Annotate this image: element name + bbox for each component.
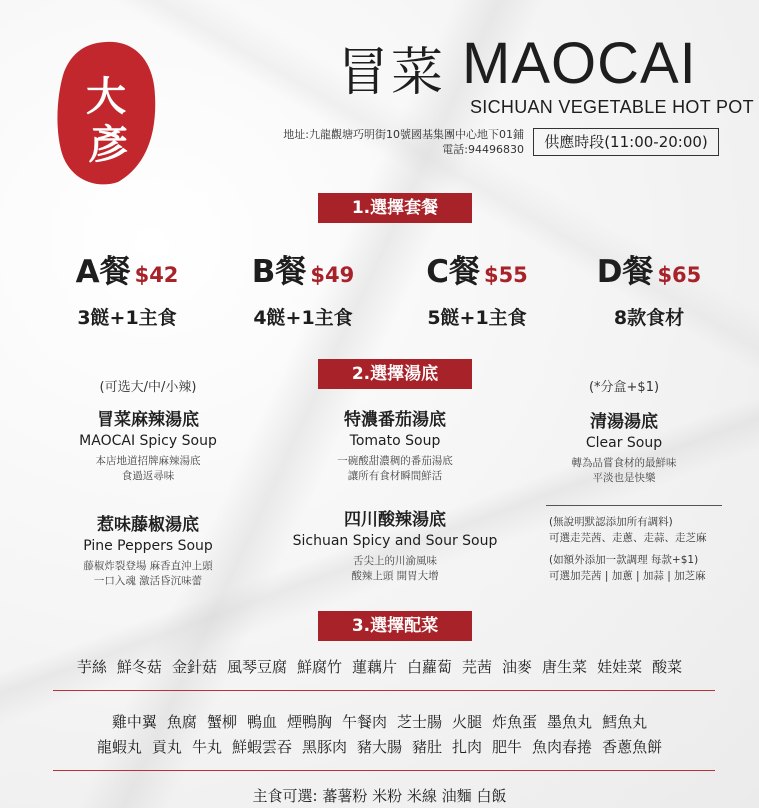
soup-name-en: MAOCAI Spicy Soup bbox=[79, 433, 217, 449]
side-dish-item: 蟹柳 bbox=[206, 713, 237, 731]
side-dish-item: 鮮冬菇 bbox=[116, 658, 162, 676]
set-price: $65 bbox=[657, 263, 702, 287]
set-price: $49 bbox=[310, 263, 355, 287]
soup-desc: 酸辣上頭 開胃大增 bbox=[351, 570, 439, 582]
divider-line bbox=[53, 690, 715, 691]
title-chinese: 冒菜 bbox=[337, 43, 446, 103]
side-dish-item: 魚腐 bbox=[166, 713, 197, 731]
condiment-notes bbox=[549, 514, 707, 584]
soup-name-cn: 四川酸辣湯底 bbox=[344, 510, 446, 530]
phone: 電話:94496830 bbox=[442, 143, 524, 156]
soup-name-cn: 惹味藤椒湯底 bbox=[97, 515, 199, 535]
side-dish-item: 扎肉 bbox=[452, 738, 483, 756]
soup-tomato bbox=[290, 405, 500, 484]
side-dish-item: 鴨血 bbox=[246, 713, 277, 731]
set-d bbox=[580, 246, 718, 330]
side-dish-item: 香蔥魚餅 bbox=[602, 738, 663, 756]
side-dish-item: 午餐肉 bbox=[341, 713, 387, 731]
section-2-banner: 2.選擇湯底 bbox=[318, 359, 472, 389]
set-name: C餐 bbox=[426, 254, 480, 290]
side-dish-item: 黑豚肉 bbox=[301, 738, 347, 756]
side-dish-item: 鱈魚丸 bbox=[602, 713, 648, 731]
seal-char-2: 彥 bbox=[88, 121, 128, 168]
side-dish-item: 酸菜 bbox=[652, 658, 683, 676]
soup-desc: 舌尖上的川渝風味 bbox=[353, 555, 437, 567]
set-name: D餐 bbox=[596, 254, 654, 290]
side-dish-item: 鮮腐竹 bbox=[296, 658, 342, 676]
set-c bbox=[408, 246, 546, 330]
soup-name-en: Pine Peppers Soup bbox=[83, 538, 213, 554]
condiment-line: (如額外添加一款調理 每款+$1) bbox=[549, 554, 699, 566]
condiment-line: 可選加芫茜 | 加蔥 | 加蒜 | 加芝麻 bbox=[549, 570, 706, 582]
soup-name-cn: 冒菜麻辣湯底 bbox=[97, 410, 199, 430]
section-1-banner: 1.選擇套餐 bbox=[318, 193, 472, 223]
condiment-divider bbox=[546, 505, 722, 506]
soup-maocai-spicy bbox=[48, 405, 248, 484]
soup-desc: 讓所有食材瞬間鮮活 bbox=[347, 470, 443, 482]
side-dish-item: 墨魚丸 bbox=[547, 713, 593, 731]
side-dish-item: 蓮藕片 bbox=[351, 658, 397, 676]
side-dish-item: 娃娃菜 bbox=[597, 658, 643, 676]
side-dish-item: 牛丸 bbox=[191, 738, 222, 756]
side-dish-item: 鮮蝦雲吞 bbox=[231, 738, 292, 756]
set-desc: 3餸+1主食 bbox=[77, 307, 177, 329]
soup-clear bbox=[524, 407, 724, 486]
divider-line bbox=[53, 770, 715, 771]
side-dish-item: 金針菇 bbox=[171, 658, 217, 676]
set-b bbox=[234, 246, 372, 330]
soup-sichuan-sour bbox=[283, 505, 507, 584]
side-dish-item: 魚肉春捲 bbox=[532, 738, 593, 756]
side-dish-item: 豬肚 bbox=[412, 738, 443, 756]
set-desc: 5餸+1主食 bbox=[427, 307, 527, 329]
soup-desc: 藤椒炸裂登場 麻香直沖上頭 bbox=[83, 560, 213, 572]
contact-info bbox=[250, 127, 524, 157]
soup-pine-peppers bbox=[48, 510, 248, 589]
side-dish-item: 風琴豆腐 bbox=[226, 658, 287, 676]
set-name: A餐 bbox=[75, 254, 131, 290]
staple-options: 主食可選: 蕃薯粉 米粉 米線 油麵 白飯 bbox=[252, 787, 507, 805]
side-dish-item: 炸魚蛋 bbox=[492, 713, 538, 731]
condiment-line: 可選走芫茜、走蔥、走蒜、走芝麻 bbox=[549, 532, 707, 544]
side-dish-item: 芋絲 bbox=[76, 658, 107, 676]
side-dish-item: 唐生菜 bbox=[542, 658, 588, 676]
side-dish-item: 火腿 bbox=[452, 713, 483, 731]
address: 地址:九龍觀塘巧明街10號國基集團中心地下01鋪 bbox=[283, 128, 524, 141]
seal-char-1: 大 bbox=[86, 73, 126, 120]
soup-desc: 一碗酸甜濃稠的番茄湯底 bbox=[337, 455, 453, 467]
opening-hours-box: 供應時段(11:00-20:00) bbox=[533, 128, 719, 156]
split-box-note: (*分盒+$1) bbox=[588, 380, 660, 395]
soup-desc: 轉為品嘗食材的最鮮味 bbox=[571, 457, 677, 469]
side-dish-item: 芫茜 bbox=[462, 658, 493, 676]
soup-name-en: Clear Soup bbox=[585, 435, 663, 451]
soup-name-cn: 特濃番茄湯底 bbox=[344, 410, 446, 430]
side-dish-item: 油麥 bbox=[502, 658, 533, 676]
brand-seal-logo bbox=[54, 38, 158, 188]
meat-list-row-2 bbox=[0, 736, 759, 757]
set-desc: 8款食材 bbox=[613, 307, 685, 329]
side-dish-item: 煙鴨胸 bbox=[286, 713, 332, 731]
set-name: B餐 bbox=[251, 254, 307, 290]
side-dish-item: 肥牛 bbox=[492, 738, 523, 756]
soup-name-en: Tomato Soup bbox=[349, 433, 441, 449]
title-english: MAOCAI bbox=[462, 31, 697, 96]
soup-desc: 本店地道招牌麻辣湯底 bbox=[95, 455, 201, 467]
side-dish-item: 龍蝦丸 bbox=[96, 738, 142, 756]
soup-desc: 平淡也是快樂 bbox=[592, 472, 656, 484]
vegetable-list bbox=[0, 656, 759, 677]
set-price: $55 bbox=[483, 263, 528, 287]
side-dish-item: 芝士腸 bbox=[397, 713, 443, 731]
side-dish-item: 雞中翼 bbox=[111, 713, 157, 731]
set-price: $42 bbox=[134, 263, 179, 287]
side-dish-item: 白蘿蔔 bbox=[407, 658, 453, 676]
set-a bbox=[58, 246, 196, 330]
soup-name-cn: 清湯湯底 bbox=[590, 412, 658, 432]
set-desc: 4餸+1主食 bbox=[253, 307, 353, 329]
section-3-banner: 3.選擇配菜 bbox=[318, 611, 472, 641]
subtitle: SICHUAN VEGETABLE HOT POT bbox=[470, 97, 754, 117]
side-dish-item: 豬大腸 bbox=[356, 738, 402, 756]
meat-list-row-1 bbox=[0, 711, 759, 732]
soup-name-en: Sichuan Spicy and Sour Soup bbox=[292, 533, 498, 549]
spice-level-note: (可选大/中/小辣) bbox=[99, 380, 197, 395]
soup-desc: 一口入魂 激活昏沉味蕾 bbox=[93, 575, 203, 587]
side-dish-item: 貢丸 bbox=[151, 738, 182, 756]
condiment-line: (無說明默認添加所有調料) bbox=[549, 516, 673, 528]
soup-desc: 食過返尋味 bbox=[121, 470, 175, 482]
